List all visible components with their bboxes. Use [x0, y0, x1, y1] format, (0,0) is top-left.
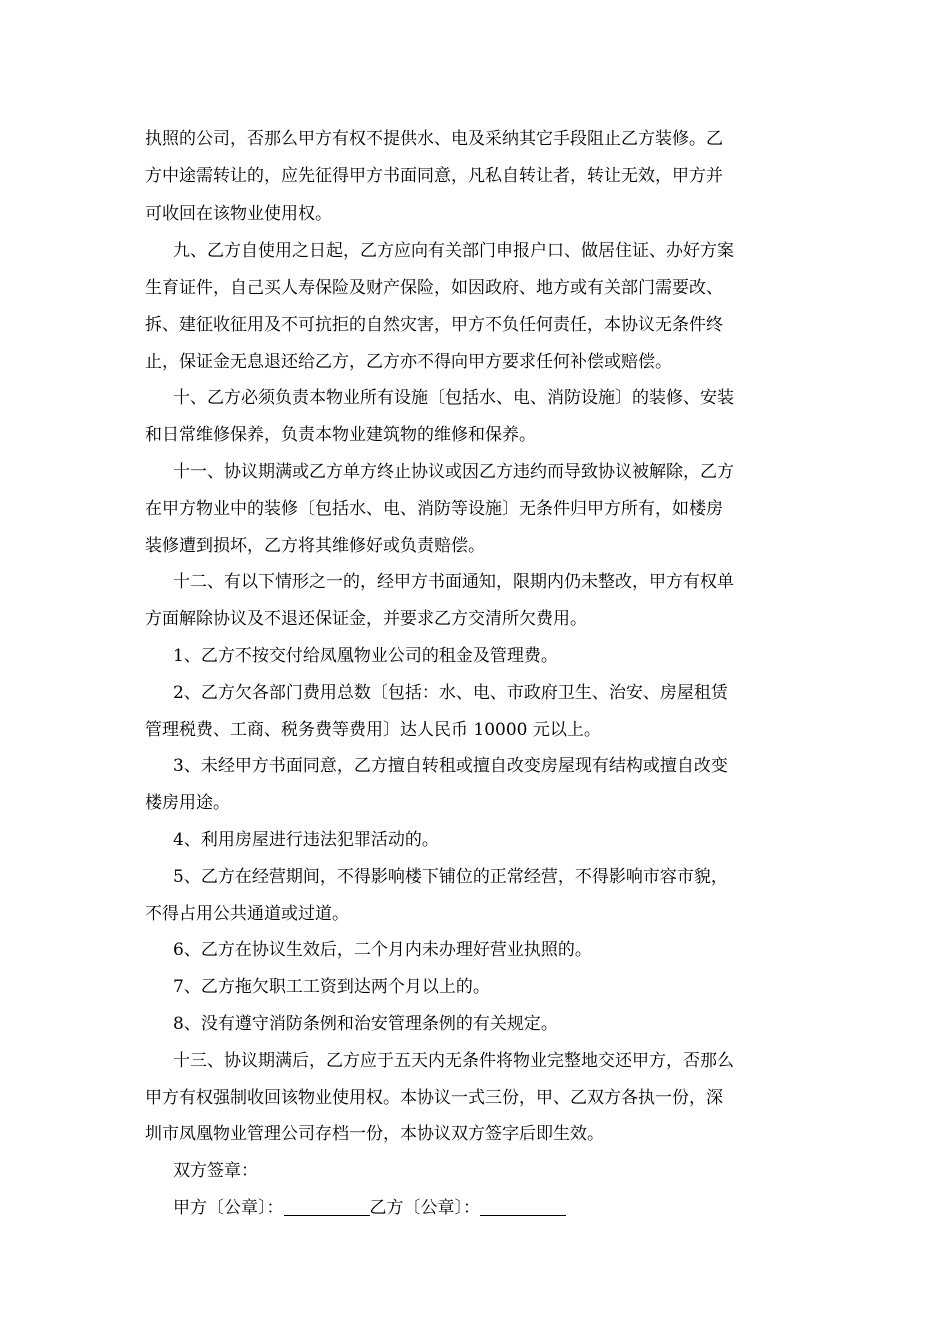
text-line: 十一、协议期满或乙方单方终止协议或因乙方违约而导致协议被解除，乙方	[173, 462, 734, 482]
text-line: 执照的公司，否那么甲方有权不提供水、电及采纳其它手段阻止乙方装修。乙	[145, 129, 723, 149]
party-a-signature-blank	[284, 1197, 370, 1216]
text-line: 不得占用公共通道或过道。	[145, 904, 349, 924]
text-line: 7、乙方拖欠职工工资到达两个月以上的。	[173, 977, 490, 997]
text-line: 在甲方物业中的装修〔包括水、电、消防等设施〕无条件归甲方所有，如楼房	[145, 499, 723, 519]
text-line: 管理税费、工商、税务费等费用〕达人民币 10000 元以上。	[145, 720, 601, 740]
party-b-signature-blank	[480, 1197, 566, 1216]
text-line: 方中途需转让的，应先征得甲方书面同意，凡私自转让者，转让无效，甲方并	[145, 166, 723, 186]
text-line: 双方签章：	[173, 1161, 258, 1181]
text-line: 3、未经甲方书面同意，乙方擅自转租或擅自改变房屋现有结构或擅自改变	[173, 756, 728, 776]
text-line: 2、乙方欠各部门费用总数〔包括：水、电、市政府卫生、治安、房屋租赁	[173, 683, 728, 703]
text-line: 装修遭到损坏，乙方将其维修好或负责赔偿。	[145, 536, 485, 556]
text-line: 1、乙方不按交付给凤凰物业公司的租金及管理费。	[173, 646, 558, 666]
party-b-label: 乙方〔公章〕：	[369, 1198, 480, 1218]
text-line: 止，保证金无息退还给乙方，乙方亦不得向甲方要求任何补偿或赔偿。	[145, 352, 672, 372]
text-line: 6、乙方在协议生效后，二个月内未办理好营业执照的。	[173, 940, 592, 960]
text-line: 楼房用途。	[145, 793, 230, 813]
text-line: 九、乙方自使用之日起，乙方应向有关部门申报户口、做居住证、办好方案	[173, 241, 734, 261]
text-line: 甲方有权强制收回该物业使用权。本协议一式三份，甲、乙双方各执一份，深	[145, 1088, 723, 1108]
text-line: 8、没有遵守消防条例和治安管理条例的有关规定。	[173, 1014, 558, 1034]
text-line: 生育证件，自己买人寿保险及财产保险，如因政府、地方或有关部门需要改、	[145, 278, 723, 298]
text-line: 4、利用房屋进行违法犯罪活动的。	[173, 830, 439, 850]
text-line: 可收回在该物业使用权。	[145, 204, 332, 224]
signature-line	[173, 1193, 566, 1218]
text-line: 和日常维修保养，负责本物业建筑物的维修和保养。	[145, 425, 536, 445]
text-line: 方面解除协议及不退还保证金，并要求乙方交清所欠费用。	[145, 609, 587, 629]
text-line: 5、乙方在经营期间，不得影响楼下铺位的正常经营，不得影响市容市貌，	[173, 867, 728, 887]
text-line: 十二、有以下情形之一的，经甲方书面通知，限期内仍未整改，甲方有权单	[173, 572, 734, 592]
party-a-label: 甲方〔公章〕：	[173, 1198, 284, 1218]
text-line: 拆、建征收征用及不可抗拒的自然灾害，甲方不负任何责任，本协议无条件终	[145, 315, 723, 335]
text-line: 十三、协议期满后，乙方应于五天内无条件将物业完整地交还甲方，否那么	[173, 1051, 734, 1071]
text-line: 圳市凤凰物业管理公司存档一份，本协议双方签字后即生效。	[145, 1124, 604, 1144]
text-line: 十、乙方必须负责本物业所有设施〔包括水、电、消防设施〕的装修、安装	[173, 388, 734, 408]
